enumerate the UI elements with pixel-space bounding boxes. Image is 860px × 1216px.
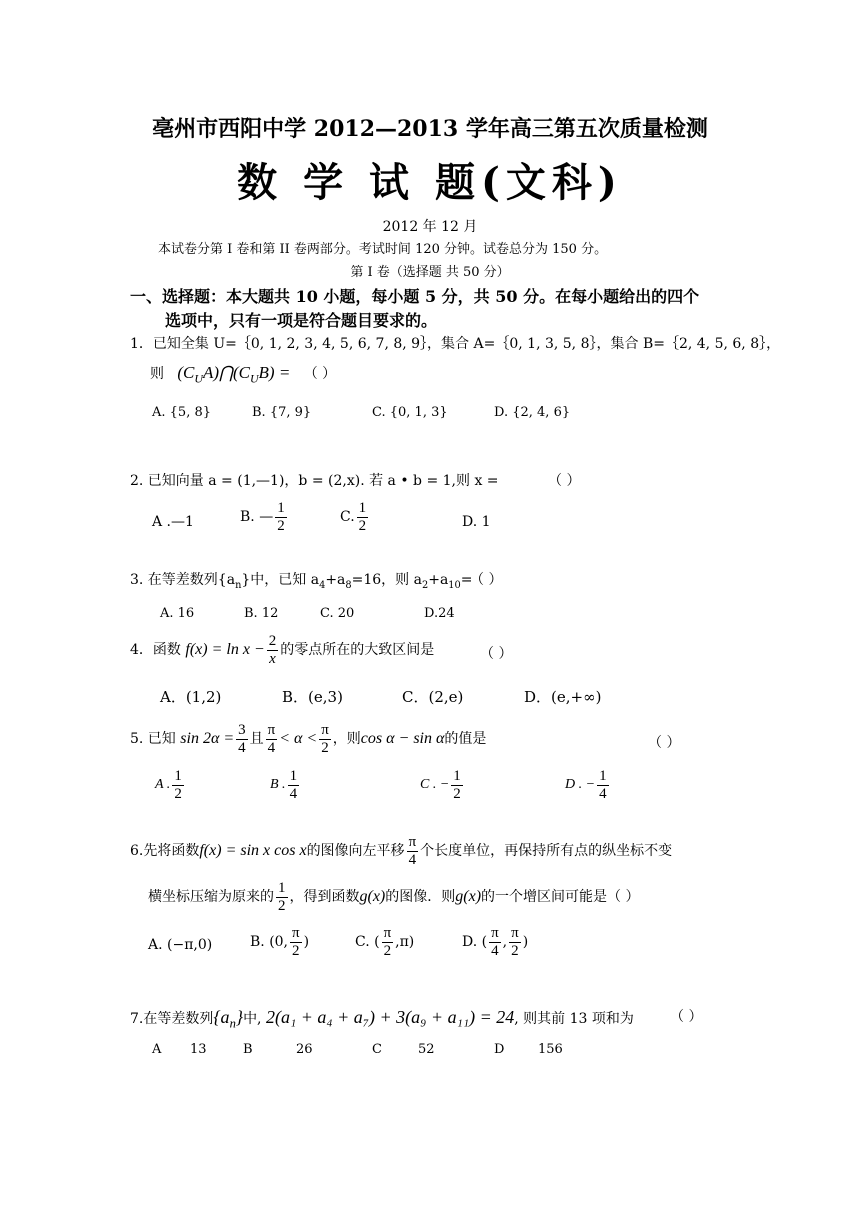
q6-option-b[interactable]: B. (0, $\frac{\pi}{2}$ ) bbox=[250, 925, 310, 959]
q4-option-d[interactable]: D．(e,+∞) bbox=[524, 688, 602, 706]
section-heading-line1: 一、选择题：本大题共 10 小题，每小题 5 分，共 50 分。在每小题给出的四个 bbox=[130, 287, 700, 306]
school-title: 亳州市西阳中学 2012—2013 学年高三第五次质量检测 bbox=[152, 116, 708, 142]
exam-intro: 本试卷分第 I 卷和第 II 卷两部分。考试时间 120 分钟。试卷总分为 150 分。 bbox=[158, 242, 608, 257]
q3-option-c[interactable]: C. 20 bbox=[320, 606, 355, 621]
q1-option-a[interactable]: A. {5, 8} bbox=[152, 405, 212, 420]
q6-stem-line2: 横坐标压缩为原来的 $\frac{1}{2}$ ，得到函数g(x)的图像．则g(x)的一个增区间可能是（ ） bbox=[148, 880, 640, 914]
part-label: 第 I 卷（选择题 共 50 分） bbox=[350, 265, 510, 280]
q3-stem: 3. 在等差数列$\{a_n\}$中，已知 $a_4+a_8=16$，则 $a_2+a_{10}=$ bbox=[130, 572, 473, 591]
q5-stem: 5. 已知 sin 2α = $\frac{3}{4}$ 且 $\frac{\pi}{4}$ < α < $\frac{\pi}{2}$ ，则cos α − sin α的值是 bbox=[130, 722, 487, 756]
q3-option-d[interactable]: D.24 bbox=[424, 606, 455, 621]
q7-bracket: （ ） bbox=[670, 1009, 703, 1025]
section-heading-line2: 选项中，只有一项是符合题目要求的。 bbox=[165, 311, 438, 330]
q4-option-a[interactable]: A．(1,2) bbox=[160, 688, 222, 706]
q7-option-a-value: 13 bbox=[190, 1042, 207, 1057]
q3-bracket: （ ） bbox=[470, 572, 503, 588]
q5-option-c[interactable]: C . − $\frac{1}{2}$ bbox=[420, 768, 461, 802]
q1-stem-line1: 1．已知全集 U=｛0, 1, 2, 3, 4, 5, 6, 7, 8, 9｝，集合 A=｛0, 1, 3, 5, 8｝，集合 B=｛2, 4, 5, 6, 8｝， bbox=[130, 336, 781, 352]
q6-option-a[interactable]: A. (−π,0) bbox=[148, 937, 213, 953]
exam-title: 数 学 试 题(文科) bbox=[237, 159, 623, 206]
q3-option-b[interactable]: B. 12 bbox=[244, 606, 279, 621]
q2-stem: 2. 已知向量 a = (1,—1)，b = (2,x). 若 a • b = 1,则 x = bbox=[130, 473, 499, 489]
q1-bracket: （ ） bbox=[303, 366, 337, 382]
q2-option-c[interactable]: C. $\frac{1}{2}$ bbox=[340, 500, 367, 534]
q1-stem-prefix: 则 bbox=[150, 366, 164, 382]
q4-bracket: （ ） bbox=[480, 646, 513, 662]
q7-option-b-value: 26 bbox=[296, 1042, 313, 1057]
q7-option-c-value: 52 bbox=[418, 1042, 435, 1057]
q7-option-b-label[interactable]: B bbox=[243, 1042, 253, 1057]
q4-stem: 4．函数 f(x) = ln x − $\frac{2}{x}$ 的零点所在的大致区间是 bbox=[130, 633, 435, 667]
q7-option-c-label[interactable]: C bbox=[372, 1042, 382, 1057]
q3-option-a[interactable]: A. 16 bbox=[160, 606, 195, 621]
q7-stem: 7.在等差数列$\{a_n\}$中, 2(a₁ + a₄ + a₇) + 3(a₉ + a₁₁) = 24, 则其前 13 项和为 bbox=[130, 1007, 634, 1031]
q1-option-b[interactable]: B. {7, 9} bbox=[252, 405, 312, 420]
q7-option-d-label[interactable]: D bbox=[494, 1042, 505, 1057]
q5-bracket: （ ） bbox=[648, 735, 681, 751]
q6-option-d[interactable]: D. ( $\frac{\pi}{4}$ , $\frac{\pi}{2}$ ) bbox=[462, 925, 529, 959]
q6-option-c[interactable]: C. ( $\frac{\pi}{2}$ ,π) bbox=[355, 925, 415, 959]
q2-option-b[interactable]: B. — $\frac{1}{2}$ bbox=[240, 500, 285, 534]
q4-option-b[interactable]: B．(e,3) bbox=[282, 688, 343, 706]
q6-stem-line1: 6.先将函数f(x) = sin x cos x的图像向左平移 $\frac{\pi}{4}$ 个长度单位，再保持所有点的纵坐标不变 bbox=[130, 834, 673, 868]
q1-option-d[interactable]: D. {2, 4, 6} bbox=[494, 405, 571, 420]
q5-option-d[interactable]: D . − $\frac{1}{4}$ bbox=[565, 768, 607, 802]
q2-option-d[interactable]: D. 1 bbox=[462, 514, 491, 530]
exam-date: 2012 年 12 月 bbox=[382, 219, 478, 235]
q7-option-d-value: 156 bbox=[538, 1042, 563, 1057]
q2-option-a[interactable]: A .—1 bbox=[152, 514, 194, 530]
q4-option-c[interactable]: C．(2,e) bbox=[402, 688, 464, 706]
q1-option-c[interactable]: C. {0, 1, 3} bbox=[372, 405, 448, 420]
q1-stem-line2 bbox=[150, 364, 336, 385]
q5-option-a[interactable]: A . $\frac{1}{2}$ bbox=[155, 768, 182, 802]
q1-formula: $(C_UA)⋂(C_UB)$ = bbox=[177, 363, 291, 386]
q7-option-a-label[interactable]: A bbox=[152, 1042, 162, 1057]
q5-option-b[interactable]: B . $\frac{1}{4}$ bbox=[270, 768, 298, 802]
q2-bracket: （ ） bbox=[548, 473, 581, 489]
